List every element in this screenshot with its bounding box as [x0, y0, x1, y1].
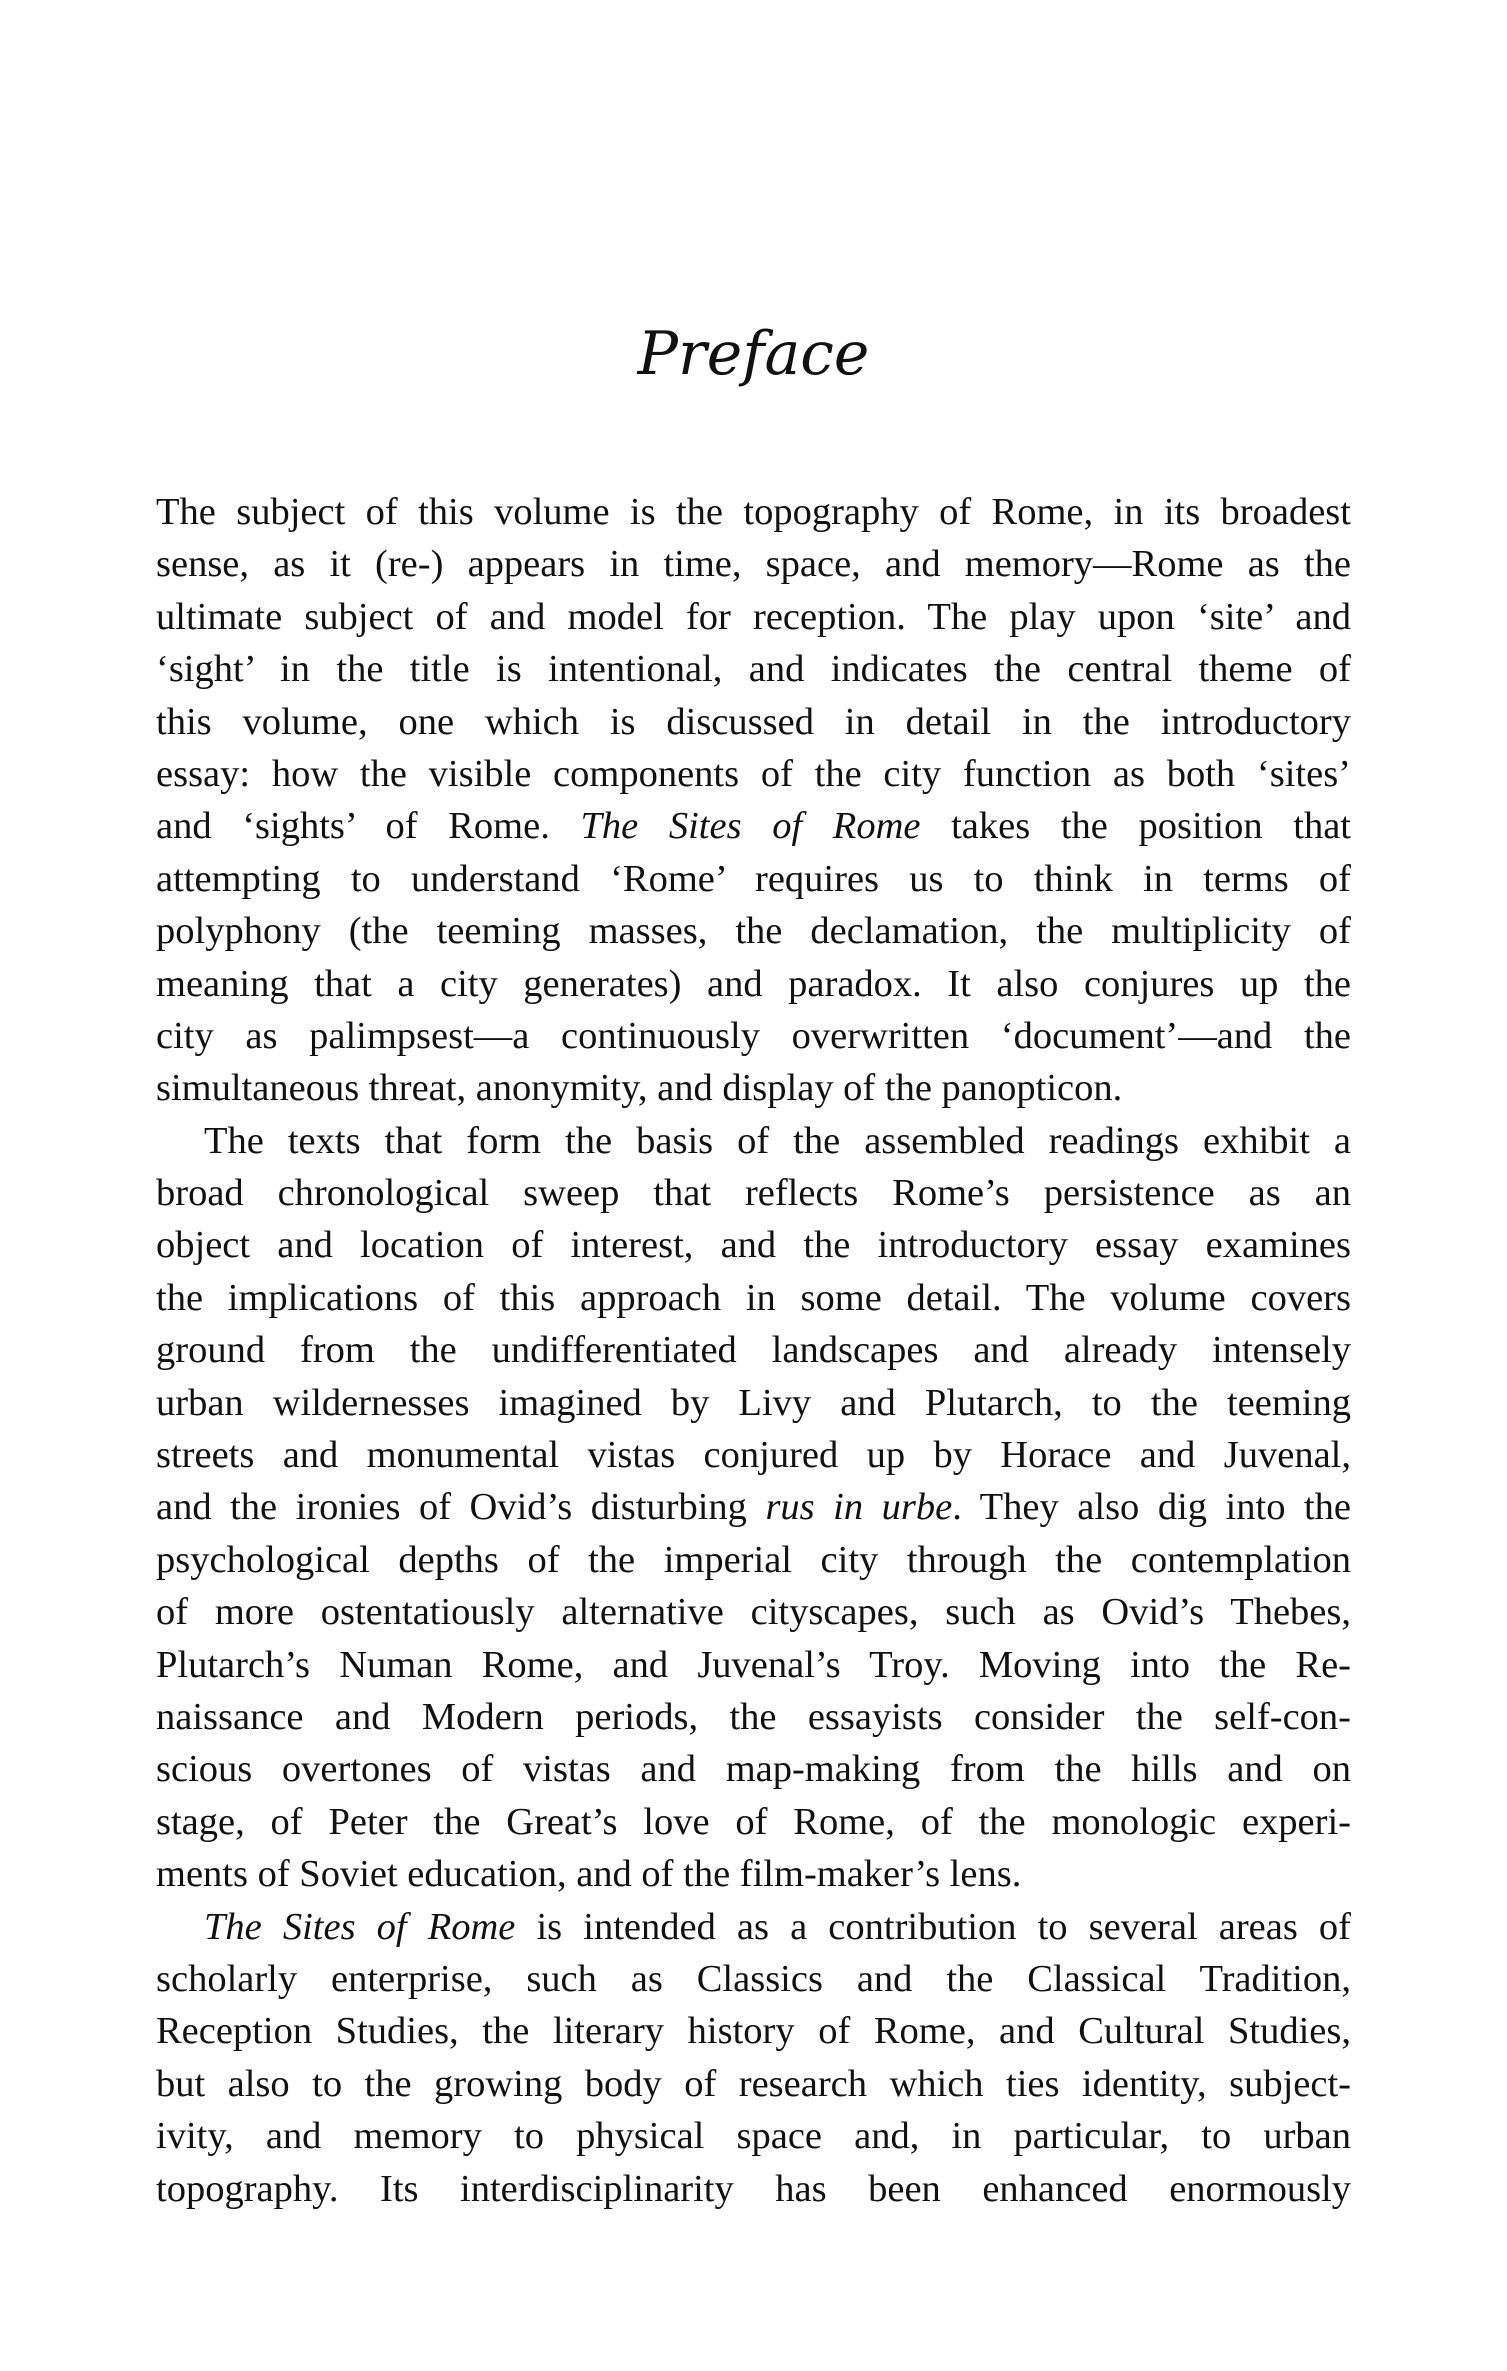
text-line: city as palimpsest—a continuously overwritten ‘document’—and the: [156, 1014, 1351, 1057]
text-line: polyphony (the teeming masses, the declamation, the multiplicity of: [156, 910, 1351, 953]
paragraph: [156, 1901, 1351, 2215]
text-line: attempting to understand ‘Rome’ requires us to think in terms of: [156, 857, 1351, 900]
text-line: ivity, and memory to physical space and, in particular, to urban: [156, 2115, 1351, 2158]
text-line: and the ironies of Ovid’s disturbing rus in urbe. They also dig into the: [156, 1486, 1351, 1529]
text-line: and ‘sights’ of Rome. The Sites of Rome takes the position that: [156, 805, 1351, 848]
text-line: The texts that form the basis of the assembled readings exhibit a: [204, 1119, 1351, 1162]
paragraph: [156, 486, 1351, 1115]
text-line: ‘sight’ in the title is intentional, and indicates the central theme of: [156, 648, 1351, 691]
text-line: simultaneous threat, anonymity, and display of the panopticon.: [156, 1067, 1123, 1110]
text-line: meaning that a city generates) and paradox. It also conjures up the: [156, 962, 1351, 1005]
text-line: streets and monumental vistas conjured up by Horace and Juvenal,: [156, 1434, 1351, 1477]
text-line: this volume, one which is discussed in detail in the introductory: [156, 700, 1351, 743]
text-line: scious overtones of vistas and map-making from the hills and on: [156, 1748, 1351, 1791]
text-line: The subject of this volume is the topography of Rome, in its broadest: [156, 491, 1351, 533]
book-title-italic: The Sites of Rome: [580, 805, 921, 848]
text-line: ultimate subject of and model for reception. The play upon ‘site’ and: [156, 595, 1351, 638]
preface-body: [156, 486, 1351, 2215]
text-line: ground from the undifferentiated landscapes and already intensely: [156, 1329, 1351, 1372]
text-line: stage, of Peter the Great’s love of Rome, of the monologic experi-: [156, 1800, 1351, 1843]
page-title: Preface: [637, 319, 870, 389]
text-line: Reception Studies, the literary history of Rome, and Cultural Studies,: [156, 2010, 1351, 2053]
text-line: Plutarch’s Numan Rome, and Juvenal’s Troy. Moving into the Re-: [156, 1643, 1351, 1686]
text-line: broad chronological sweep that reflects Rome’s persistence as an: [156, 1172, 1351, 1215]
text-line: but also to the growing body of research which ties identity, subject-: [156, 2062, 1351, 2105]
text-line: naissance and Modern periods, the essayists consider the self-con-: [156, 1695, 1351, 1738]
paragraph: [156, 1115, 1351, 1901]
text-line: urban wildernesses imagined by Livy and Plutarch, to the teeming: [156, 1381, 1351, 1424]
book-title-italic: The Sites of Rome: [204, 1905, 516, 1948]
text-line: topography. Its interdisciplinarity has been enhanced enormously: [156, 2167, 1351, 2210]
text-line: psychological depths of the imperial city through the contemplation: [156, 1538, 1351, 1581]
text-line: object and location of interest, and the introductory essay examines: [156, 1224, 1351, 1267]
text-line: essay: how the visible components of the city function as both ‘sites’: [156, 752, 1351, 795]
text-line: the implications of this approach in some detail. The volume covers: [156, 1276, 1351, 1319]
text-line: of more ostentatiously alternative cityscapes, such as Ovid’s Thebes,: [156, 1591, 1351, 1634]
latin-phrase-italic: rus in urbe: [765, 1486, 953, 1529]
text-line: The Sites of Rome is intended as a contribution to several areas of: [204, 1905, 1351, 1948]
text-line: sense, as it (re-) appears in time, space, and memory—Rome as the: [156, 543, 1351, 586]
text-line: ments of Soviet education, and of the film-maker’s lens.: [156, 1853, 1022, 1896]
text-line: scholarly enterprise, such as Classics and the Classical Tradition,: [156, 1957, 1351, 2000]
